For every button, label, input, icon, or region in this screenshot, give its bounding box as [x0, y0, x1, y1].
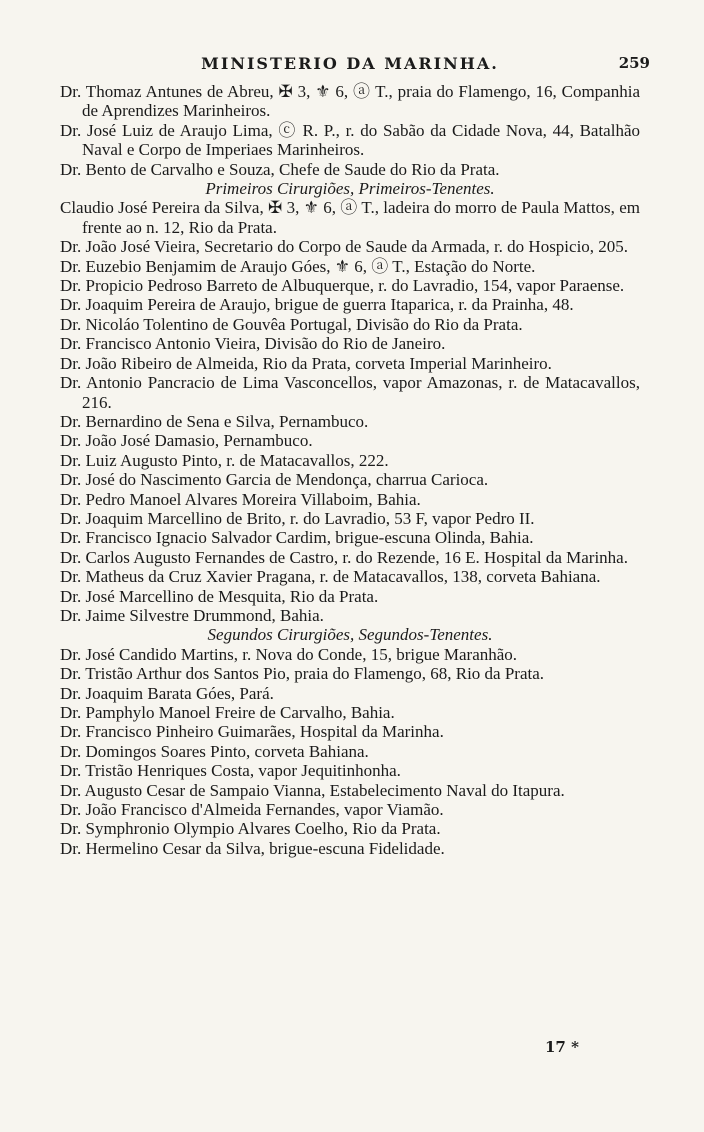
list-item: Dr. Tristão Henriques Costa, vapor Jequitinhonha.	[60, 761, 401, 781]
list-item: Dr. José Candido Martins, r. Nova do Conde, 15, brigue Maranhão.	[60, 644, 518, 664]
list-item: Dr. Jaime Silvestre Drummond, Bahia.	[60, 605, 324, 625]
list-item: Dr. Symphronio Olympio Alvares Coelho, Rio da Prata.	[60, 819, 441, 839]
page-number: 259	[618, 54, 650, 72]
list-item: Dr. Joaquim Barata Góes, Pará.	[60, 683, 274, 703]
list-item: Dr. Bernardino de Sena e Silva, Pernambuco.	[60, 411, 369, 431]
list-item: Dr. Pedro Manoel Alvares Moreira Villaboim, Bahia.	[60, 489, 421, 509]
list-item: Dr. José do Nascimento Garcia de Mendonça, charrua Carioca.	[60, 470, 489, 490]
page-title: MINISTERIO DA MARINHA.	[201, 54, 499, 73]
list-item: Dr. Joaquim Pereira de Araujo, brigue de guerra Itaparica, r. da Prainha, 48.	[60, 295, 574, 315]
list-item: Dr. Pamphylo Manoel Freire de Carvalho, Bahia.	[60, 703, 395, 722]
entry-list	[60, 82, 640, 858]
list-item: Dr. Francisco Ignacio Salvador Cardim, brigue-escuna Olinda, Bahia.	[60, 528, 534, 548]
list-item: Dr. Domingos Soares Pinto, corveta Bahiana.	[60, 741, 369, 761]
list-item: Dr. Matheus da Cruz Xavier Pragana, r. de Matacavallos, 138, corveta Bahiana.	[60, 567, 601, 587]
list-item: Dr. Augusto Cesar de Sampaio Vianna, Estabelecimento Naval do Itapura.	[60, 780, 565, 800]
list-item: Dr. Carlos Augusto Fernandes de Castro, r. do Rezende, 16 E. Hospital da Marinha.	[60, 547, 628, 567]
section-heading: Primeiros Cirurgiões, Primeiros-Tenentes.	[205, 179, 495, 199]
list-item: Dr. Nicoláo Tolentino de Gouvêa Portugal, Divisão do Rio da Prata.	[60, 314, 523, 334]
list-item: Dr. Euzebio Benjamim de Araujo Góes, ⚜ 6, ⓐ T., Estação do Norte.	[60, 256, 536, 276]
list-item: Dr. Thomaz Antunes de Abreu, ✠ 3, ⚜ 6, ⓐ T., praia do Flamengo, 16, Companhia de Aprendizes Marinheiros.	[60, 82, 640, 121]
list-item: Dr. João José Damasio, Pernambuco.	[60, 431, 313, 451]
list-item: Dr. Bento de Carvalho e Souza, Chefe de Saude do Rio da Prata.	[60, 159, 500, 179]
list-item: Dr. Luiz Augusto Pinto, r. de Matacavallos, 222.	[60, 450, 389, 470]
page-header	[60, 54, 650, 78]
list-item: Dr. Joaquim Marcellino de Brito, r. do Lavradio, 53 F, vapor Pedro II.	[60, 508, 535, 528]
list-item: Dr. Antonio Pancracio de Lima Vasconcellos, vapor Amazonas, r. de Matacavallos, 216.	[60, 373, 640, 412]
list-item: Dr. José Marcellino de Mesquita, Rio da Prata.	[60, 586, 379, 606]
section-heading: Segundos Cirurgiões, Segundos-Tenentes.	[207, 625, 493, 645]
signature-mark: 17 *	[545, 1038, 579, 1056]
list-item: Dr. João José Vieira, Secretario do Corpo de Saude da Armada, r. do Hospicio, 205.	[60, 237, 629, 257]
list-item: Dr. João Ribeiro de Almeida, Rio da Prata, corveta Imperial Marinheiro.	[60, 353, 552, 373]
list-item: Dr. Tristão Arthur dos Santos Pio, praia do Flamengo, 68, Rio da Prata.	[60, 664, 545, 684]
list-item: Dr. João Francisco d'Almeida Fernandes, vapor Viamão.	[60, 800, 444, 820]
list-item: Dr. Propicio Pedroso Barreto de Albuquerque, r. do Lavradio, 154, vapor Paraense.	[60, 276, 625, 296]
list-item: Claudio José Pereira da Silva, ✠ 3, ⚜ 6, ⓐ T., ladeira do morro de Paula Mattos, em frente ao n. 12, Rio da Prata.	[60, 198, 640, 237]
list-item: Dr. José Luiz de Araujo Lima, ⓒ R. P., r. do Sabão da Cidade Nova, 44, Batalhão Naval e Corpo de Imperiaes Marinheiros.	[60, 120, 640, 160]
list-item: Dr. Hermelino Cesar da Silva, brigue-escuna Fidelidade.	[60, 838, 445, 858]
list-item: Dr. Francisco Antonio Vieira, Divisão do Rio de Janeiro.	[60, 334, 446, 354]
list-item: Dr. Francisco Pinheiro Guimarães, Hospital da Marinha.	[60, 722, 444, 742]
